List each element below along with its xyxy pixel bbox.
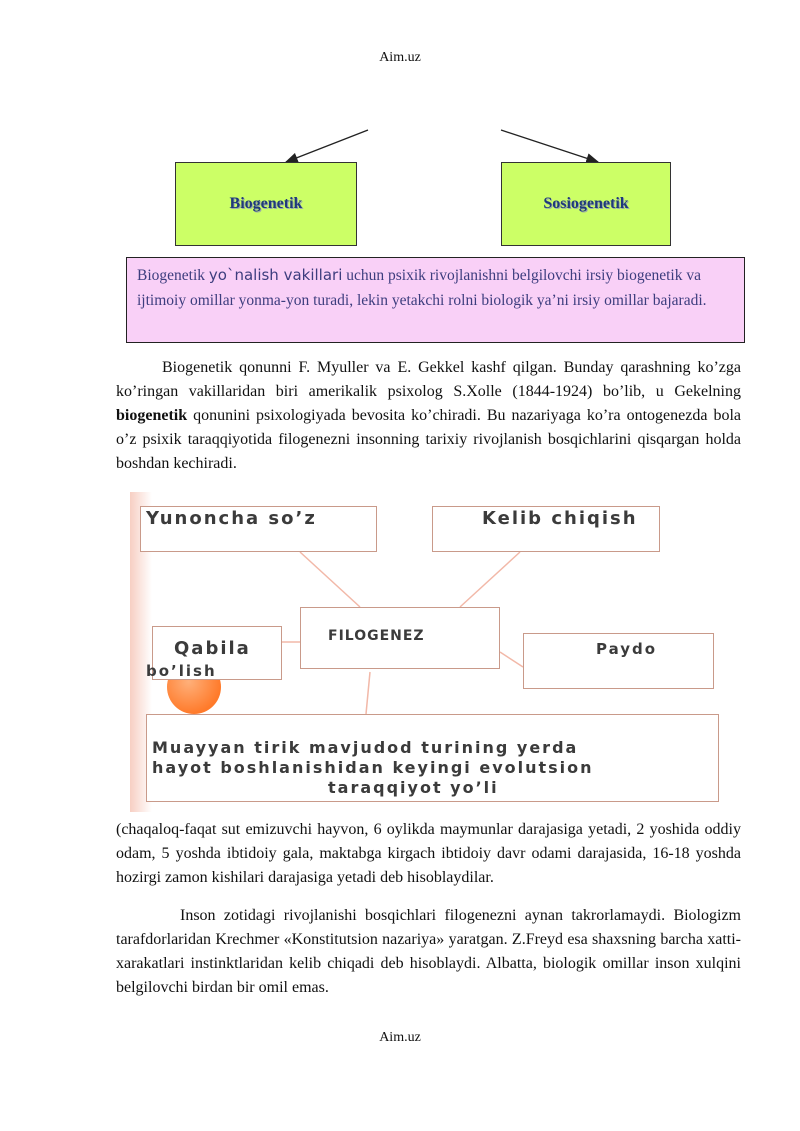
biogenetik-box	[175, 162, 357, 246]
info-text-part1: Biogenetik	[137, 267, 209, 284]
paragraph1-bold: biogenetik	[116, 407, 188, 424]
definition-line2: hayot boshlanishidan keyingi evolutsion	[152, 758, 594, 777]
greek-word-label: Yunoncha so’z	[146, 508, 317, 529]
paragraph-biologism: Inson zotidagi rivojlanishi bosqichlari filogenezni aynan takrorlamaydi. Biologizm tarafdorlaridan Krechmer «Konstitutsion nazariya» yaratgan. Z.Freyd esa shaxsning barcha xatti-xarakatlari instinktlaridan kelib chiqadi deb hisoblaydi. Albatta, biologik omillar inson xulqini belgilovchi birdan bir omil emas.	[116, 907, 741, 996]
biogenetik-label: Biogenetik	[229, 195, 303, 212]
filogenez-label: FILOGENEZ	[328, 628, 425, 644]
definition-line3: taraqqiyot yo’li	[328, 778, 499, 797]
arrow-left	[286, 130, 368, 162]
connector-definition	[366, 672, 370, 714]
info-text-part3: uchun psixik rivojlanishni belgilovchi irsiy biogenetik va ijtimoiy omillar yonma-yon turadi, lekin yetakchi rolni biologik ya’ni irsiy omillar bajaradi.	[137, 267, 707, 309]
definition-line1: Muayyan tirik mavjudod turining yerda	[152, 738, 579, 757]
paragraph1-text-a: Biogenetik qonunni F. Myuller va E. Gekkel kashf qilgan. Bunday qarashning ko’zga ko’ringan vakillaridan biri amerikalik psixolog S.Xolle (1844-1924) bo’lib, u Gekelning	[116, 359, 741, 400]
sosiogenetik-box	[501, 162, 671, 246]
connector-origin	[460, 552, 520, 607]
paragraph-development-stages: (chaqaloq-faqat sut emizuvchi hayvon, 6 oylikda maymunlar darajasiga yetadi, 2 yoshida oddiy odam, 5 yoshda ibtidoiy gala, maktabga kirgach ibtidoiy davr odami darajasida, 16-18 yoshda hozirgi zamon kishilari darajasiga yetadi deb hisoblaydilar.	[116, 821, 741, 886]
info-box	[126, 257, 745, 343]
tribe-label-line1: Qabila	[174, 638, 251, 659]
paragraph1-text-b: qonunini psixologiyada bevosita ko’chiradi. Bu nazariyaga ko’ra ontogenezda bola o’z psixik taraqqiyotida filogenezni insonning tarixiy rivojlanish bosqichlarini qisqargan holda boshdan kechiradi.	[116, 407, 741, 472]
sosiogenetik-label: Sosiogenetik	[543, 195, 629, 212]
info-text-part2: yo`nalish vakillari	[208, 266, 343, 284]
origin-label: Kelib chiqish	[482, 508, 638, 529]
tribe-label-line2: bo’lish	[146, 662, 217, 680]
connector-appear	[500, 652, 523, 667]
arrow-right	[501, 130, 598, 162]
filogenez-diagram	[130, 492, 728, 812]
paragraph-biogenetik-law	[116, 356, 741, 476]
connector-greek	[300, 552, 360, 607]
page-footer: Aim.uz	[379, 1030, 421, 1045]
appear-label: Paydo	[596, 640, 658, 658]
connector-arrows	[0, 0, 800, 260]
page-header: Aim.uz	[379, 50, 421, 65]
